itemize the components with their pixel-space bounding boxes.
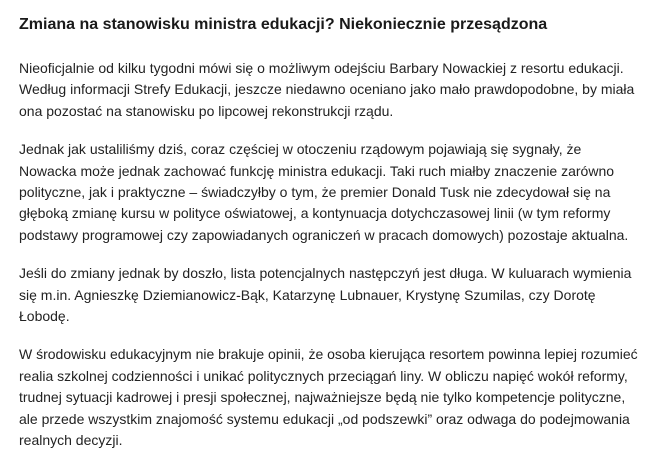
- article-paragraph-2: Jednak jak ustaliliśmy dziś, coraz częściej w otoczeniu rządowym pojawiają się sygnały, że Nowacka może jednak zachować funkcję ministra edukacji. Taki ruch miałby znaczenie zarówno polityczne, jak i praktyczne – świadczyłby o tym, że premier Donald Tusk nie zdecydował się na głęboką zmianę kursu w polityce oświatowej, a kontynuacja dotychczasowej linii (w tym reformy podstawy programowej czy zapowiadanych ograniczeń w pracach domowych) pozostaje aktualna.: [19, 141, 629, 243]
- article-paragraph-4: W środowisku edukacyjnym nie brakuje opinii, że osoba kierująca resortem powinna lepiej rozumieć realia szkolnej codzienności i unikać politycznych przeciągań liny. W obliczu napięć wokół reformy, trudnej sytuacji kadrowej i presji społecznej, najważniejsze będą nie tylko kompetencje polityczne, ale przede wszystkim znajomość systemu edukacji „od podszewki” oraz odwaga do podejmowania realnych decyzji.: [19, 346, 638, 449]
- article-title: Zmiana na stanowisku ministra edukacji? Niekoniecznie przesądzona: [19, 16, 548, 33]
- article-paragraph-1: Nieoficjalnie od kilku tygodni mówi się o możliwym odejściu Barbary Nowackiej z resortu edukacji. Według informacji Strefy Edukacji, jeszcze niedawno oceniano jako mało prawdopodobne, by miała ona pozostać na stanowisku po lipcowej rekonstrukcji rządu.: [19, 60, 635, 119]
- article-paragraph-3: Jeśli do zmiany jednak by doszło, lista potencjalnych następczyń jest długa. W kuluarach wymienia się m.in. Agnieszkę Dziemianowicz-Bąk, Katarzynę Lubnauer, Krystynę Szumilas, czy Dorotę Łobodę.: [19, 265, 632, 325]
